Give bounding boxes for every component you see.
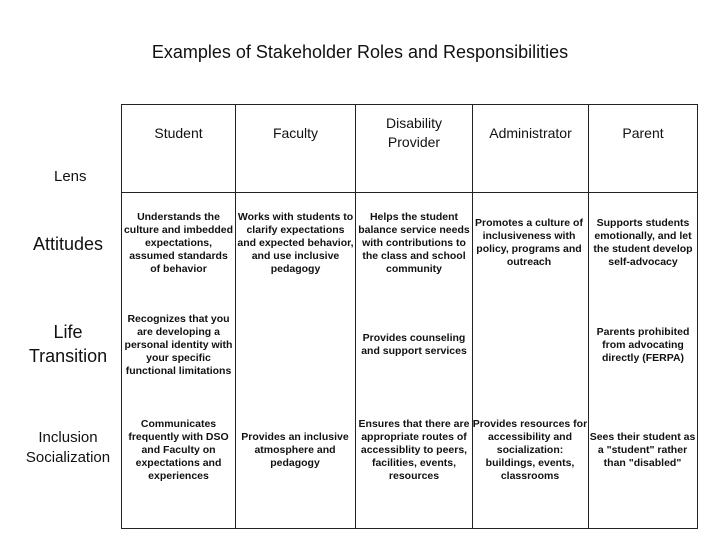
cell-inclusion-student: Communicates frequently with DSO and Faculty on expectations and experiences [128,417,229,482]
cell-life-transition-faculty [236,300,355,390]
cell-inclusion-administrator: Provides resources for accessibility and socialization: buildings, events, classrooms [472,417,588,482]
cell-attitudes-faculty: Works with students to clarify expectations and expected behavior, and use inclusive pedagogy [237,210,354,275]
column-header-disability-provider: Disability Provider [385,115,442,150]
row-label-life-transition: Life Transition [28,322,108,366]
cell-attitudes-disability-provider: Helps the student balance service needs with contributions to the class and school community [358,210,470,275]
row-label-attitudes: Attitudes [32,233,104,254]
table-border-bottom [121,528,698,529]
cell-attitudes-student: Understands the culture and imbedded expectations, assumed standards of behavior [123,210,234,275]
cell-inclusion-faculty: Provides an inclusive atmosphere and pedagogy [241,430,349,469]
cell-inclusion-parent: Sees their student as a "student" rather than "disabled" [589,430,696,469]
column-header-administrator: Administrator [489,124,572,141]
cell-inclusion-disability-provider: Ensures that there are appropriate routes of accessiblity to peers, facilities, events, resources [358,417,470,482]
cell-attitudes-parent: Supports students emotionally, and let the student develop self-advocacy [593,217,693,268]
column-header-faculty: Faculty [272,124,319,141]
cell-life-transition-administrator [473,300,588,390]
cell-life-transition-disability-provider: Provides counseling and support services [361,332,467,357]
cell-life-transition-student: Recognizes that you are developing a personal identity with your specific functional limitations [124,312,233,377]
cell-life-transition-parent: Parents prohibited from advocating directly (FERPA) [596,325,690,364]
page-title: Examples of Stakeholder Roles and Responsibilities [151,42,569,62]
cell-attitudes-administrator: Promotes a culture of inclusiveness with policy, programs and outreach [475,217,583,268]
table-header-divider [121,192,698,193]
lens-label: Lens [54,168,87,185]
row-label-inclusion-socialization: Inclusion Socialization [25,429,111,466]
column-header-student: Student [154,124,203,141]
column-header-parent: Parent [622,124,664,141]
